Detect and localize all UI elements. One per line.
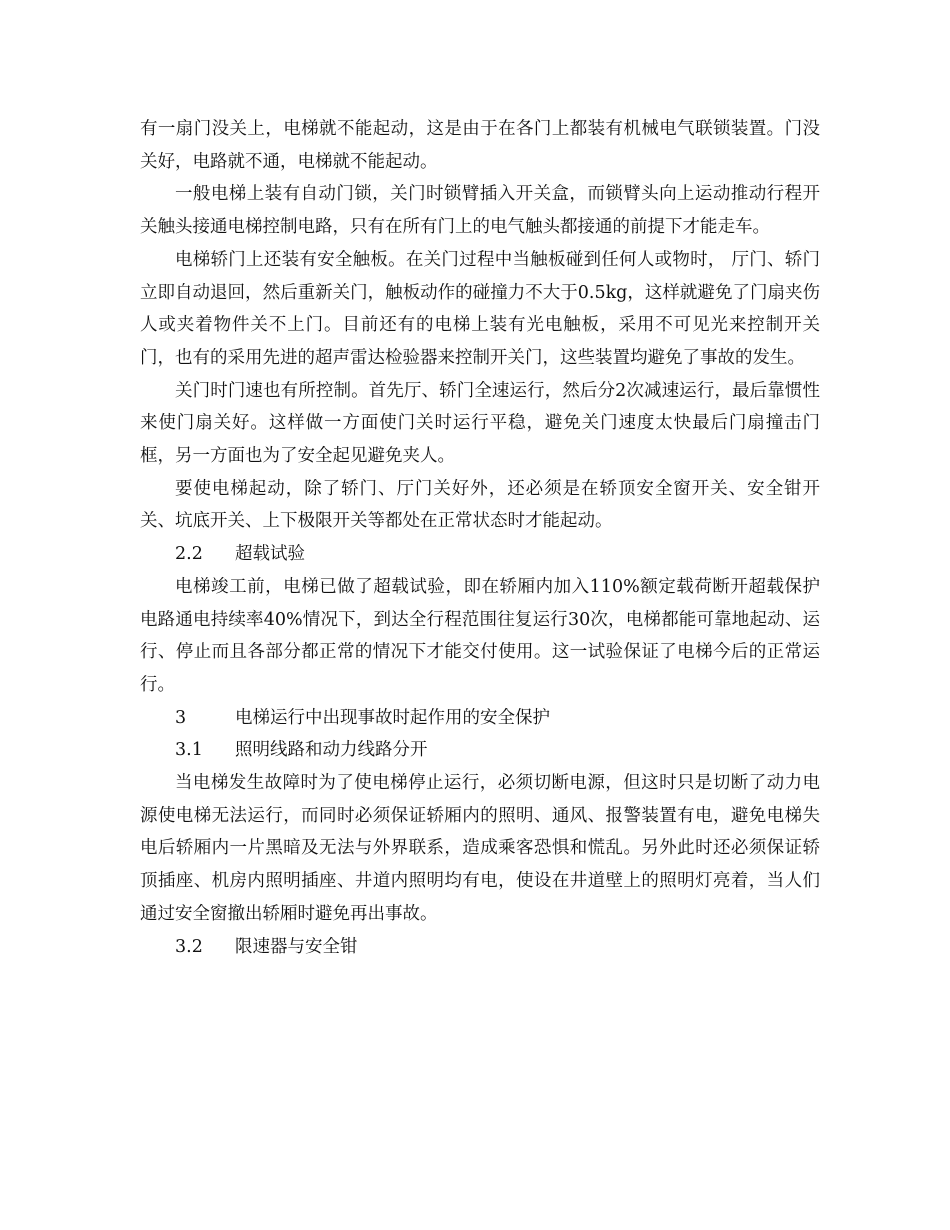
paragraph-door-interlock: 有一扇门没关上，电梯就不能起动，这是由于在各门上都装有机械电气联锁装置。门没关好，电路就不通，电梯就不能起动。 <box>140 119 820 172</box>
document-body <box>140 113 820 963</box>
paragraph-door-speed: 关门时门速也有所控制。首先厅、轿门全速运行，然后分2次减速运行，最后靠惯性来使门扇关好。这样做一方面使门关时运行平稳，避免关门速度太快最后门扇撞击门框，另一方面也为了安全起见避免夹人。 <box>140 380 820 467</box>
paragraph-auto-door-lock: 一般电梯上装有自动门锁，关门时锁臂插入开关盒，而锁臂头向上运动推动行程开关触头接通电梯控制电路，只有在所有门上的电气触头都接通的前提下才能走车。 <box>140 184 820 238</box>
section-title: 限速器与安全钳 <box>235 936 358 957</box>
section-title: 照明线路和动力线路分开 <box>235 740 428 761</box>
section-number: 2.2 <box>175 544 203 565</box>
section-number: 3.1 <box>175 740 203 761</box>
section-heading-2-2 <box>140 538 820 571</box>
section-title: 电梯运行中出现事故时起作用的安全保护 <box>235 707 550 728</box>
paragraph-safety-edge: 电梯轿门上还装有安全触板。在关门过程中当触板碰到任何人或物时， 厅门、轿门立即自动退回，然后重新关门，触板动作的碰撞力不大于0.5kg，这样就避免了门扇夹伤人或夹着物件关不上门。目前还有的电梯上装有光电触板，采用不可见光来控制开关门，也有的采用先进的超声雷达检验器来控制开关门，这些装置均避免了事故的发生。 <box>140 249 820 368</box>
paragraph-overload-test: 电梯竣工前，电梯已做了超载试验，即在轿厢内加入110%额定载荷断开超载保护电路通电持续率40%情况下，到达全行程范围往复运行30次，电梯都能可靠地起动、运行、停止而且各部分都正常的情况下才能交付使用。这一试验保证了电梯今后的正常运行。 <box>140 576 820 695</box>
paragraph-lighting-power: 当电梯发生故障时为了使电梯停止运行，必须切断电源，但这时只是切断了动力电源使电梯无法运行，而同时必须保证轿厢内的照明、通风、报警装置有电，避免电梯失电后轿厢内一片黑暗及无法与外界联系，造成乘客恐惧和慌乱。另外此时还必须保证轿顶插座、机房内照明插座、井道内照明均有电，使设在井道壁上的照明灯亮着，当人们通过安全窗撤出轿厢时避免再出事故。 <box>140 773 820 924</box>
section-number: 3.2 <box>175 936 203 957</box>
paragraph-start-conditions: 要使电梯起动，除了轿门、厅门关好外，还必须是在轿顶安全窗开关、安全钳开关、坑底开关、上下极限开关等都处在正常状态时才能起动。 <box>140 478 820 532</box>
section-heading-3-2 <box>140 931 820 964</box>
section-title: 超载试验 <box>235 544 305 565</box>
section-heading-3 <box>140 702 820 735</box>
section-number: 3 <box>175 707 187 728</box>
section-heading-3-1 <box>140 734 820 767</box>
